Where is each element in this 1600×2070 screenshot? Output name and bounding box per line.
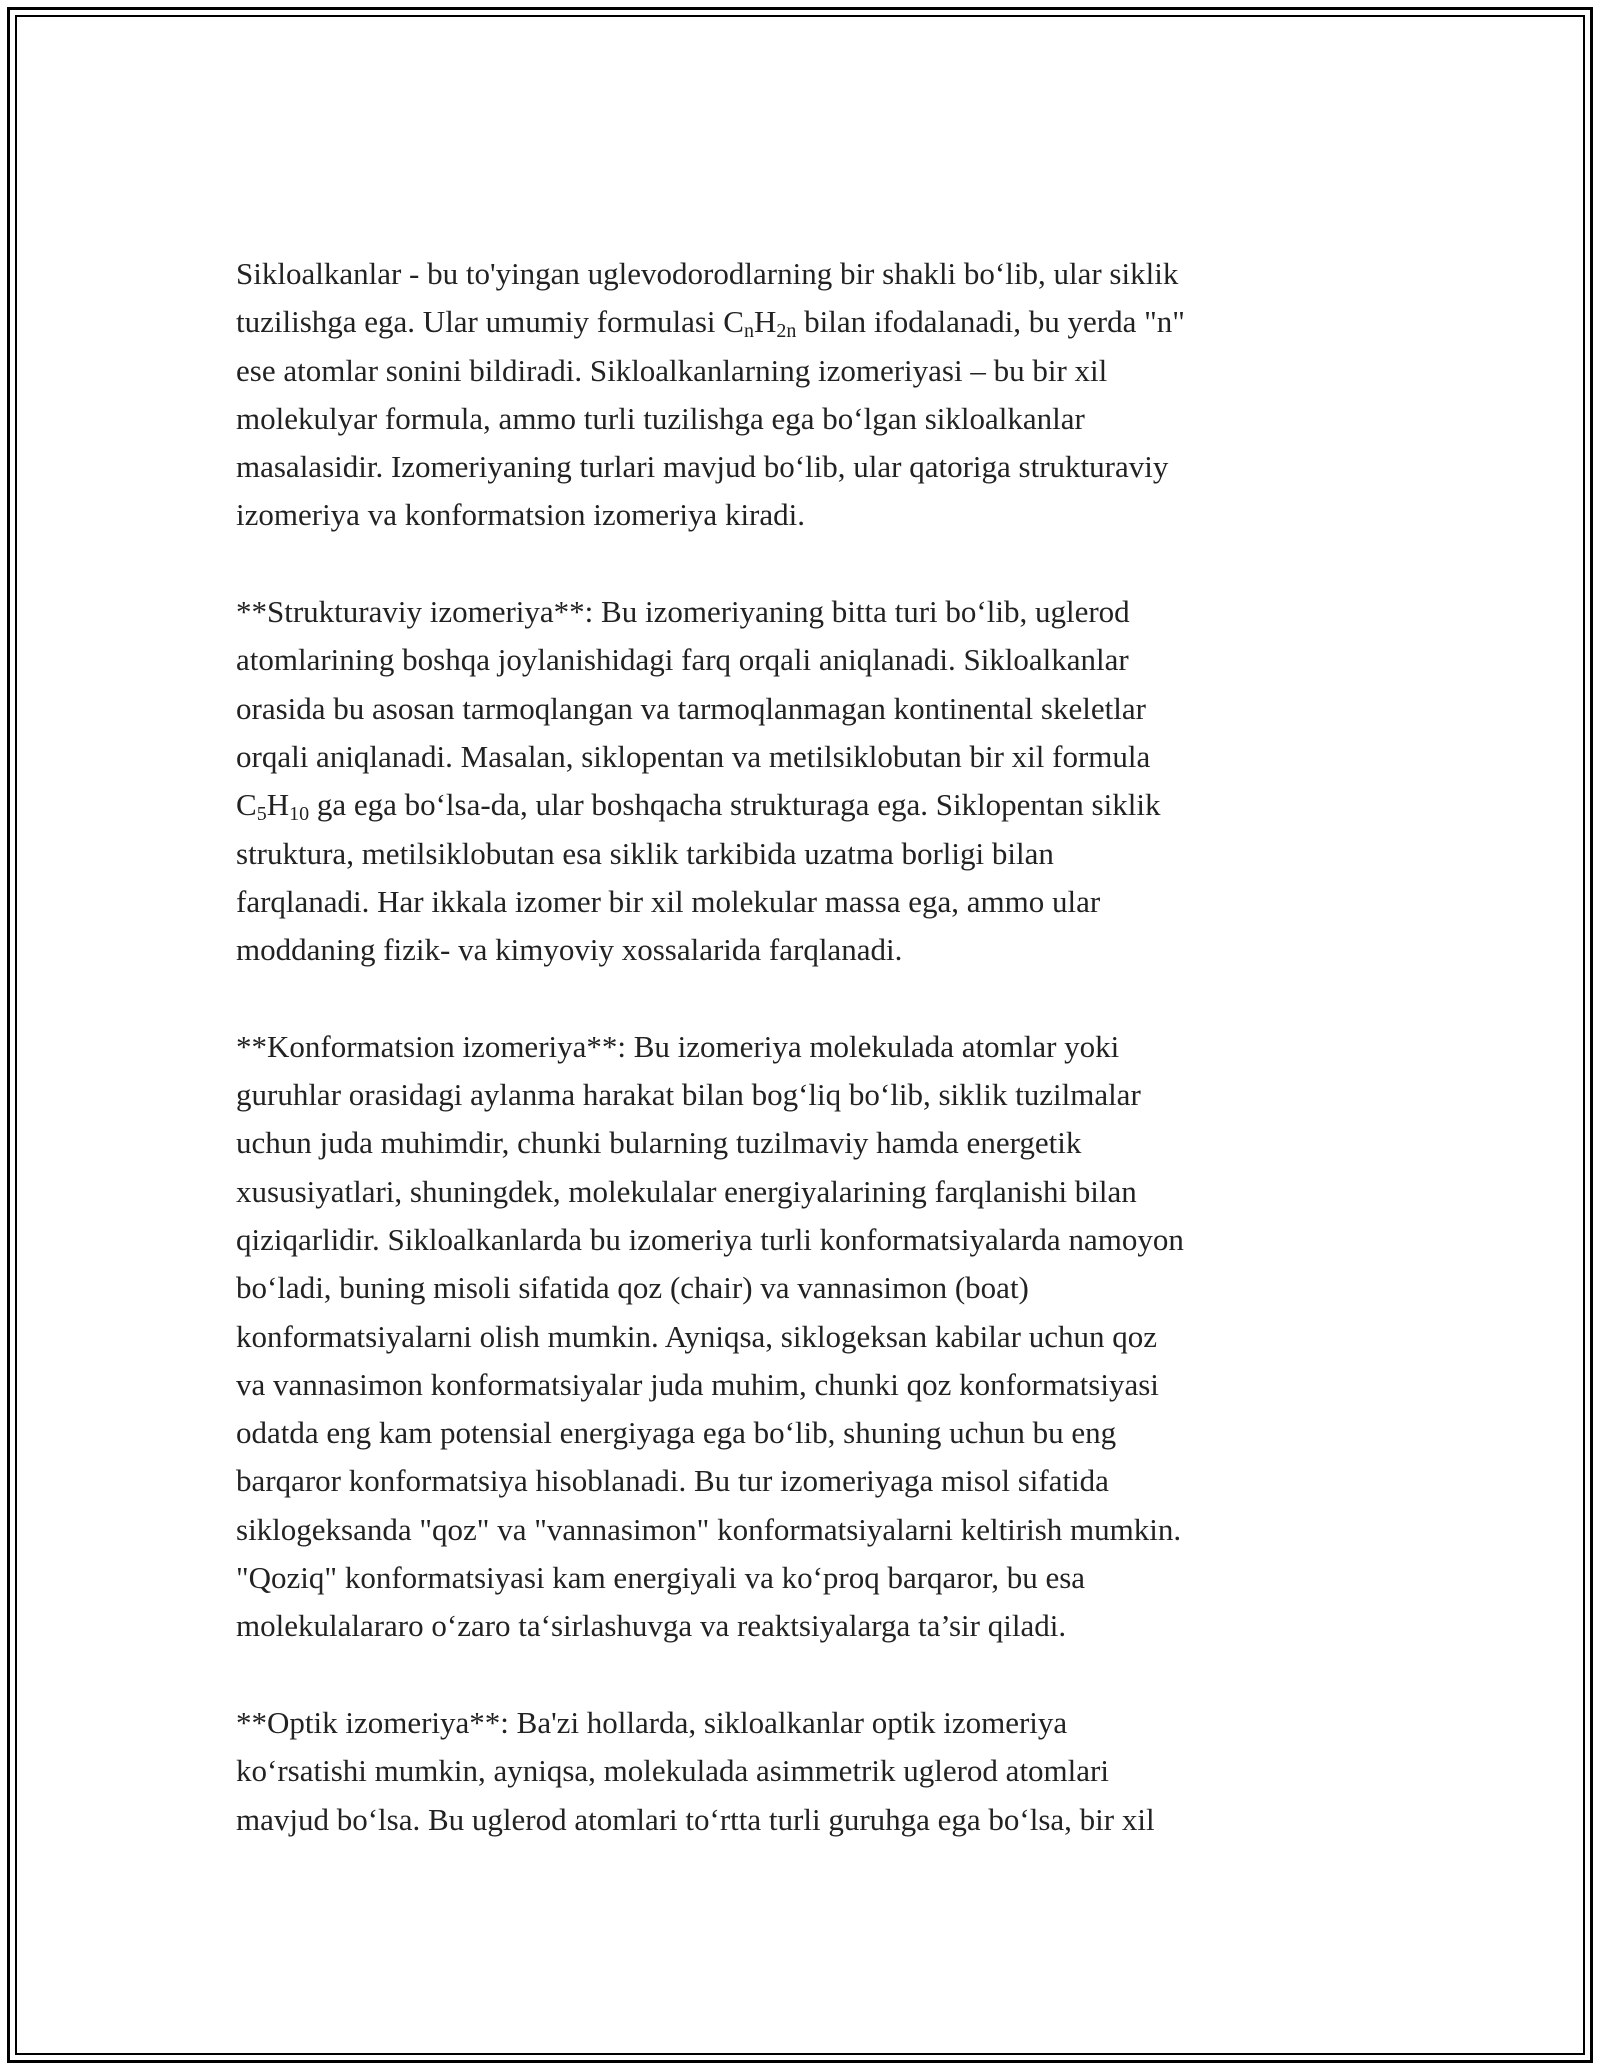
text-line: [236, 395, 1370, 443]
text-run: **Strukturaviy izomeriya**: Bu izomeriyaning bitta turi bo‘lib, uglerod: [236, 594, 1130, 630]
text-run: tuzilishga ega. Ular umumiy formulasi C: [236, 304, 744, 340]
subscript: 2n: [776, 320, 797, 343]
text-run: H: [753, 304, 777, 340]
text-run: orasida bu asosan tarmoqlangan va tarmoqlanmagan kontinental skeletlar: [236, 690, 1146, 726]
text-run: va vannasimon konformatsiyalar juda muhim, chunki qoz konformatsiyasi: [236, 1366, 1159, 1402]
text-run: siklogeksanda "qoz" va "vannasimon" konformatsiyalarni keltirish mumkin.: [236, 1511, 1182, 1547]
text-line: [236, 1699, 1370, 1747]
text-run: xususiyatlari, shuningdek, molekulalar energiyalarining farqlanishi bilan: [236, 1173, 1137, 1209]
text-run: qiziqarlidir. Sikloalkanlarda bu izomeriya turli konformatsiyalarda namoyon: [236, 1221, 1184, 1257]
text-line: [236, 298, 1370, 346]
text-run: izomeriya va konformatsion izomeriya kiradi.: [236, 497, 806, 533]
text-line: [236, 1796, 1370, 1844]
text-run: konformatsiyalarni olish mumkin. Ayniqsa, siklogeksan kabilar uchun qoz: [236, 1318, 1157, 1354]
text-run: ko‘rsatishi mumkin, ayniqsa, molekulada asimmetrik uglerod atomlari: [236, 1753, 1109, 1789]
text-run: atomlarining boshqa joylanishidagi farq orqali aniqlanadi. Sikloalkanlar: [236, 642, 1129, 678]
text-line: [236, 1071, 1370, 1119]
text-line: [236, 1747, 1370, 1795]
text-line: [236, 1119, 1370, 1167]
text-line: [236, 1264, 1370, 1312]
text-run: barqaror konformatsiya hisoblanadi. Bu tur izomeriyaga misol sifatida: [236, 1463, 1109, 1499]
text-line: [236, 250, 1370, 298]
text-run: ese atomlar sonini bildiradi. Sikloalkanlarning izomeriyasi – bu bir xil: [236, 352, 1108, 388]
text-line: [236, 685, 1370, 733]
text-line: [236, 878, 1370, 926]
text-line: [236, 1216, 1370, 1264]
optical-isomerism-paragraph: [236, 1699, 1370, 1844]
text-run: Sikloalkanlar - bu to'yingan uglevodorodlarning bir shakli bo‘lib, ular siklik: [236, 256, 1179, 291]
text-line: [236, 1554, 1370, 1602]
text-run: **Optik izomeriya**: Ba'zi hollarda, sikloalkanlar optik izomeriya: [236, 1704, 1068, 1740]
text-run: bilan ifodalanadi, bu yerda "n": [796, 304, 1185, 340]
text-line: [236, 443, 1370, 491]
text-line: [236, 1457, 1370, 1505]
subscript: 5: [256, 803, 267, 826]
text-run: "Qoziq" konformatsiyasi kam energiyali va ko‘proq barqaror, bu esa: [236, 1560, 1086, 1596]
text-run: molekulalararo o‘zaro ta‘sirlashuvga va reaktsiyalarga ta’sir qiladi.: [236, 1608, 1067, 1644]
text-run: odatda eng kam potensial energiyaga ega bo‘lib, shuning uchun bu eng: [236, 1415, 1117, 1451]
text-line: [236, 733, 1370, 781]
text-line: [236, 926, 1370, 974]
text-line: [236, 830, 1370, 878]
text-run: moddaning fizik- va kimyoviy xossalarida farqlanadi.: [236, 932, 903, 968]
text-line: [236, 1313, 1370, 1361]
text-line: [236, 588, 1370, 636]
conformational-isomerism-paragraph: [236, 1023, 1370, 1651]
text-line: [236, 1361, 1370, 1409]
text-line: [236, 491, 1370, 539]
text-run: **Konformatsion izomeriya**: Bu izomeriya molekulada atomlar yoki: [236, 1028, 1120, 1064]
text-run: guruhlar orasidagi aylanma harakat bilan bog‘liq bo‘lib, siklik tuzilmalar: [236, 1077, 1141, 1113]
text-run: masalasidir. Izomeriyaning turlari mavjud bo‘lib, ular qatoriga strukturaviy: [236, 449, 1169, 485]
text-run: mavjud bo‘lsa. Bu uglerod atomlari to‘rtta turli guruhga ega bo‘lsa, bir xil: [236, 1801, 1155, 1837]
text-line: [236, 347, 1370, 395]
text-run: H: [266, 787, 290, 823]
text-run: bo‘ladi, buning misoli sifatida qoz (chair) va vannasimon (boat): [236, 1270, 1029, 1306]
text-run: orqali aniqlanadi. Masalan, siklopentan va metilsiklobutan bir xil formula: [236, 738, 1151, 774]
text-run: molekulyar formula, ammo turli tuzilishga ega bo‘lgan sikloalkanlar: [236, 400, 1085, 436]
text-run: C: [236, 787, 257, 823]
text-line: [236, 1409, 1370, 1457]
document-body: [236, 250, 1370, 1892]
text-line: [236, 1023, 1370, 1071]
subscript: n: [743, 320, 754, 343]
text-line: [236, 1506, 1370, 1554]
subscript: 10: [289, 803, 310, 826]
structural-isomerism-paragraph: [236, 588, 1370, 974]
text-run: ga ega bo‘lsa-da, ular boshqacha strukturaga ega. Siklopentan siklik: [309, 787, 1161, 823]
text-line: [236, 636, 1370, 684]
text-line: [236, 781, 1370, 829]
text-run: uchun juda muhimdir, chunki bularning tuzilmaviy hamda energetik: [236, 1125, 1082, 1161]
text-line: [236, 1168, 1370, 1216]
intro-paragraph: [236, 250, 1370, 540]
text-line: [236, 1602, 1370, 1650]
text-run: farqlanadi. Har ikkala izomer bir xil molekular massa ega, ammo ular: [236, 883, 1101, 919]
text-run: struktura, metilsiklobutan esa siklik tarkibida uzatma borligi bilan: [236, 835, 1054, 871]
